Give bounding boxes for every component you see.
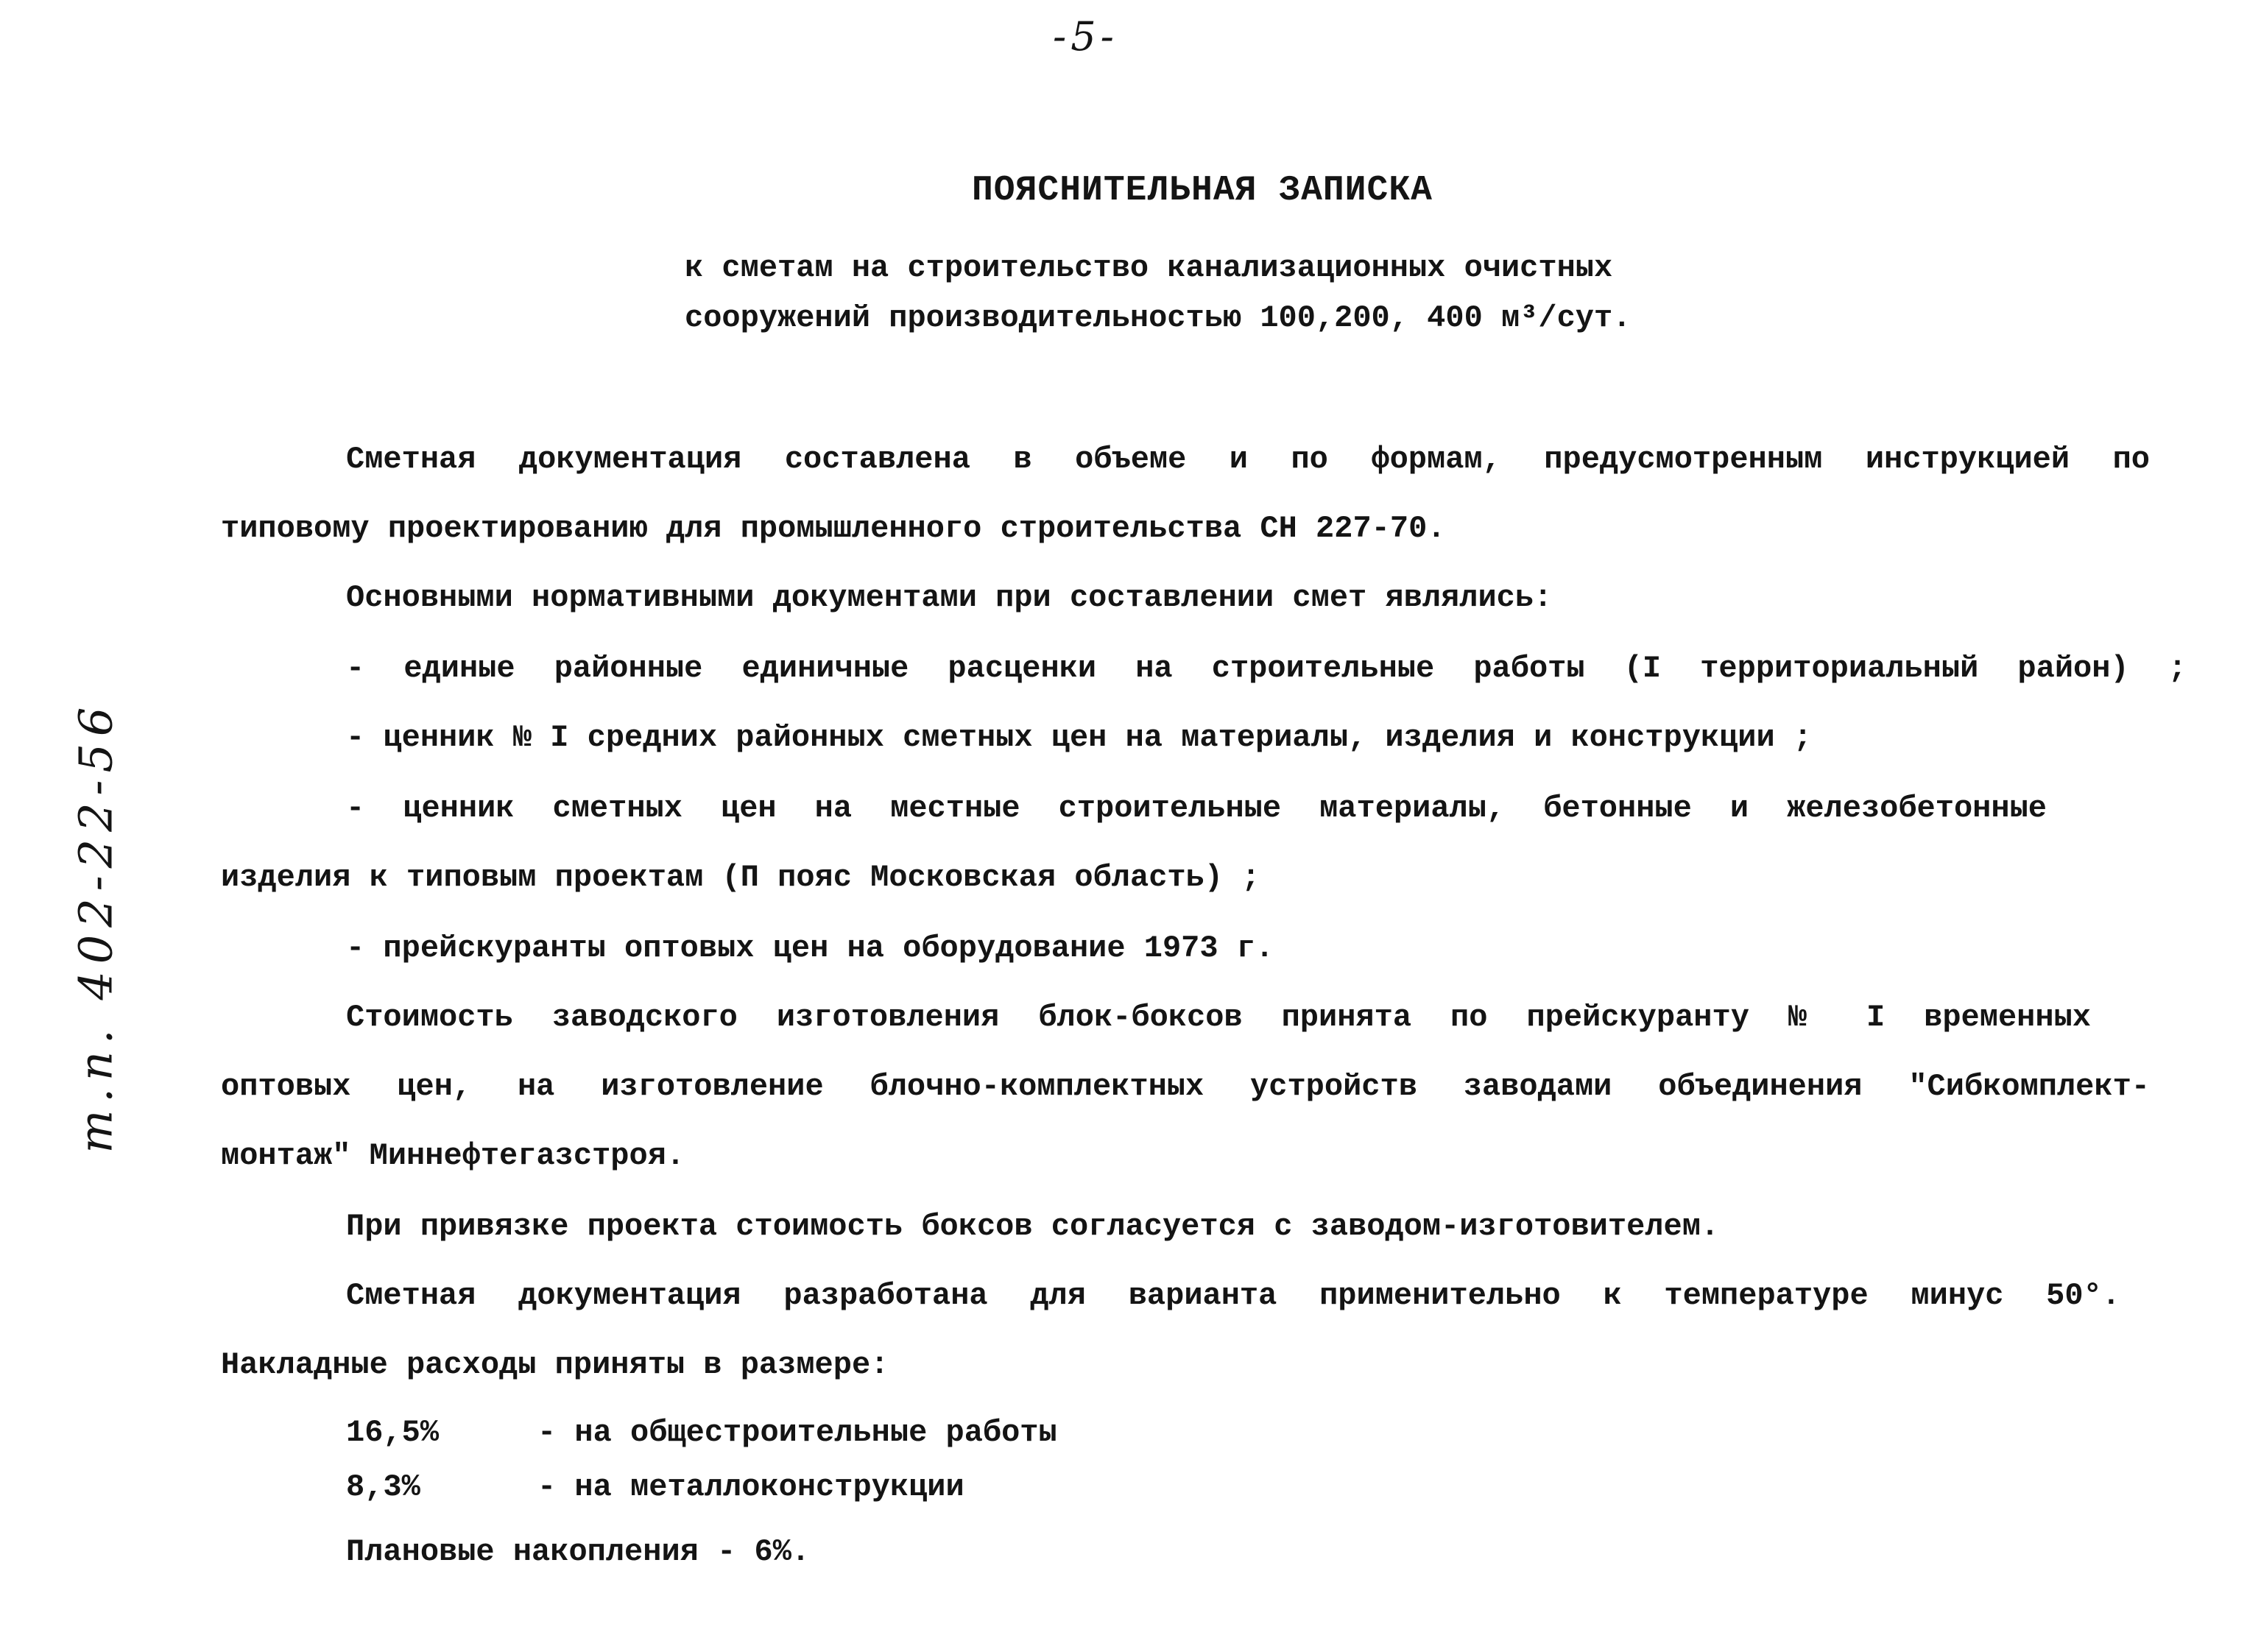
overhead-rate-description: - на металлоконструкции: [537, 1469, 964, 1505]
bullet-4: - прейскуранты оптовых цен на оборудование 1973 г.: [346, 931, 1274, 966]
document-title: ПОЯСНИТЕЛЬНАЯ ЗАПИСКА: [972, 171, 1433, 211]
paragraph-5-line-1: Сметная документация разработана для варианта применительно к температуре минус 50°.: [346, 1278, 2120, 1313]
page-number: -5-: [1053, 13, 1118, 60]
overhead-rate-value: 16,5%: [346, 1415, 440, 1450]
bullet-2: - ценник № I средних районных сметных цен на материалы, изделия и конструкции ;: [346, 720, 1813, 755]
paragraph-1-line-1: Сметная документация составлена в объеме и по формам, предусмотренным инструкцией по: [346, 442, 2150, 477]
bullet-1: - единые районные единичные расценки на строительные работы (I территориальный район) ;: [346, 651, 2187, 686]
overhead-rate-value: 8,3%: [346, 1469, 420, 1505]
overhead-rate-description: - на общестроительные работы: [537, 1415, 1057, 1450]
planned-savings: Плановые накопления - 6%.: [346, 1534, 811, 1570]
bullet-3-line-2: изделия к типовым проектам (П пояс Московская область) ;: [221, 860, 1260, 895]
paragraph-1-line-2: типовому проектированию для промышленного строительства СН 227-70.: [221, 511, 1446, 546]
margin-document-code: т.п. 402-22-56: [68, 699, 123, 1154]
paragraph-4: При привязке проекта стоимость боксов согласуется с заводом-изготовителем.: [346, 1209, 1720, 1244]
paragraph-3-line-3: монтаж" Миннефтегазстроя.: [221, 1138, 685, 1173]
paragraph-2: Основными нормативными документами при составлении смет являлись:: [346, 580, 1553, 615]
paragraph-5-line-2: Накладные расходы приняты в размере:: [221, 1347, 889, 1383]
paragraph-3-line-2: оптовых цен, на изготовление блочно-комплектных устройств заводами объединения "Сибкомплект-: [221, 1069, 2150, 1104]
subtitle-line-2: сооружений производительностью 100,200, 400 м³/сут.: [685, 300, 1632, 336]
bullet-3-line-1: - ценник сметных цен на местные строительные материалы, бетонные и железобетонные: [346, 791, 2047, 826]
subtitle-line-1: к сметам на строительство канализационных очистных: [685, 250, 1613, 286]
paragraph-3-line-1: Стоимость заводского изготовления блок-боксов принята по прейскуранту № I временных: [346, 1000, 2091, 1035]
